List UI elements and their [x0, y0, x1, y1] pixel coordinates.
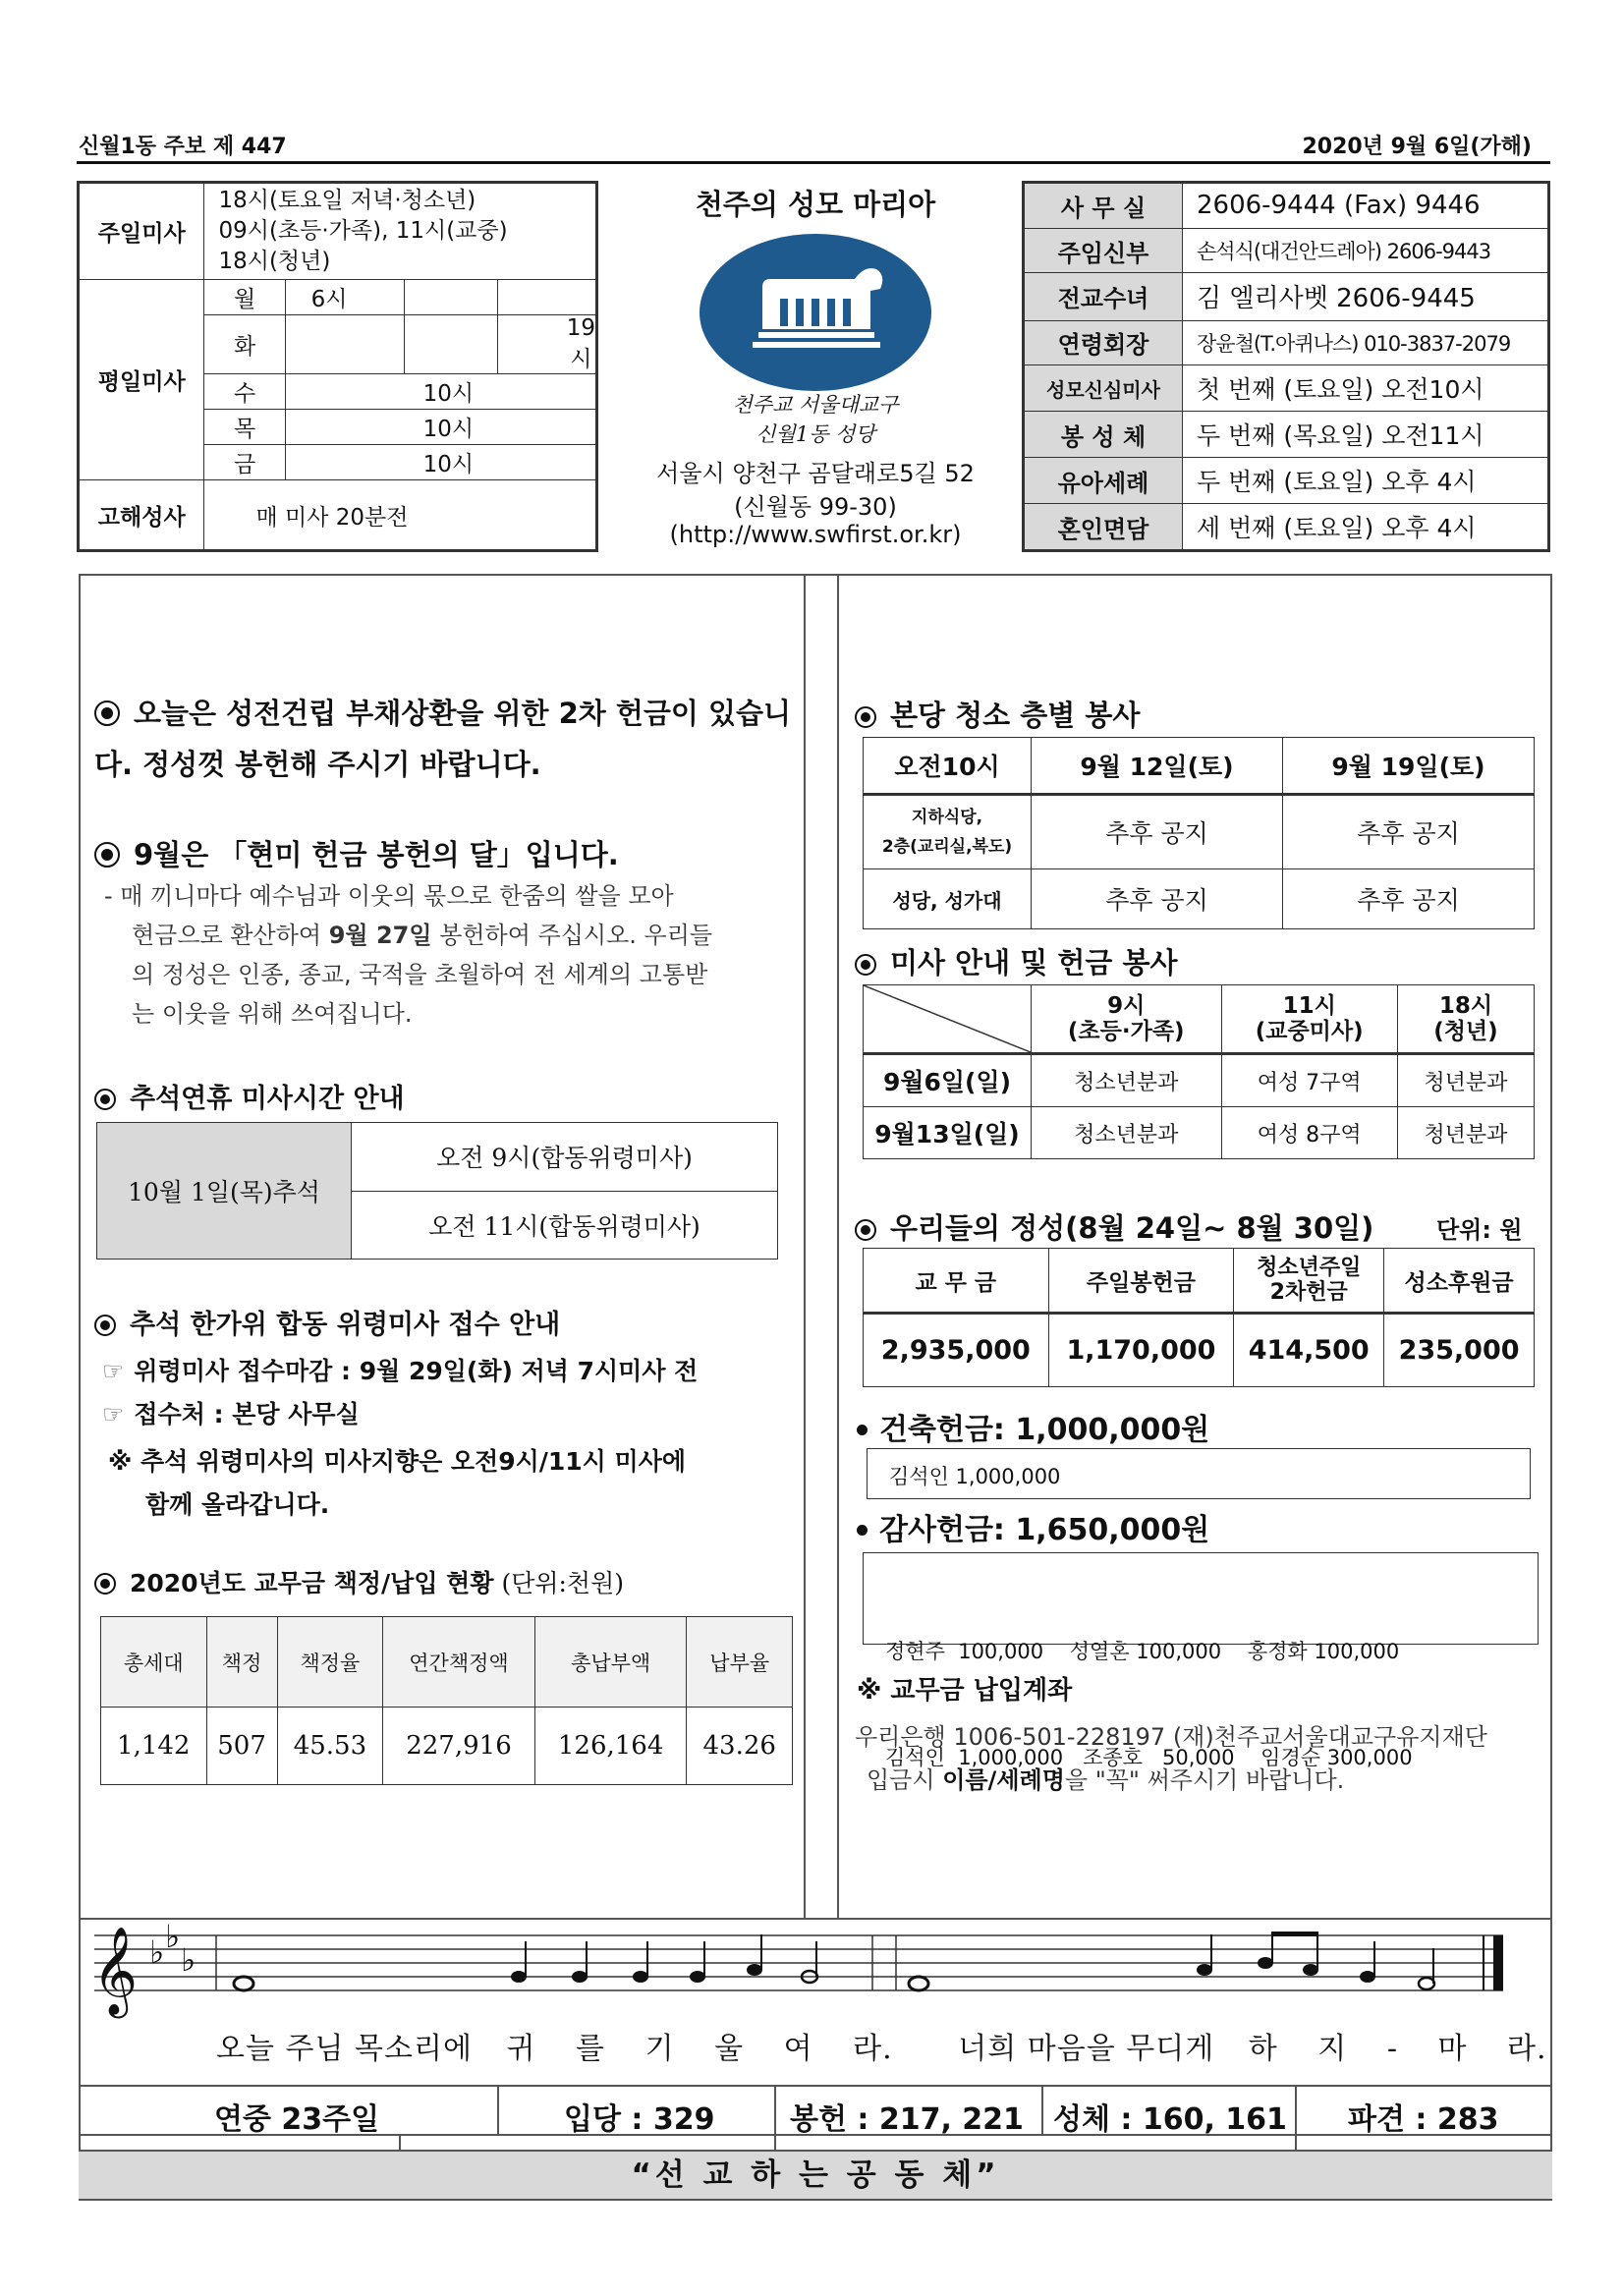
bullet-icon [855, 706, 876, 728]
memorial-title: 추석 한가위 합동 위령미사 접수 안내 [94, 1303, 560, 1341]
contact-label: 유아세례 [1025, 458, 1183, 504]
weekday-mass-label: 평일미사 [80, 280, 204, 480]
contact-value: 2606-9444 (Fax) 9446 [1183, 184, 1548, 229]
offering-value: 414,500 [1234, 1314, 1384, 1387]
dues-header: 총납부액 [534, 1617, 687, 1708]
dues-header: 연간책정액 [383, 1617, 535, 1708]
mass-guide-value: 청소년분과 [1032, 1107, 1222, 1159]
contact-value: 첫 번째 (토요일) 오전10시 [1183, 365, 1548, 412]
confession-time: 매 미사 20분전 [204, 480, 596, 550]
dues-title: 2020년도 교무금 책정/납입 현황 (단위:천원) [94, 1564, 624, 1599]
offering-header: 교 무 금 [864, 1249, 1049, 1314]
lyrics-line: 오늘 주님 목소리에 귀 를 기 울 여 라. 너희 마음을 무디게 하 지 - 마 라. [216, 2032, 1547, 2066]
offering-header: 성소후원금 [1384, 1249, 1535, 1314]
bullet-icon [94, 700, 120, 726]
cleaning-header: 오전10시 [864, 738, 1032, 795]
svg-text:♭: ♭ [165, 1920, 181, 1955]
chuseok-title: 추석연휴 미사시간 안내 [94, 1077, 405, 1115]
notice-rice-month-body: - 매 끼니마다 예수님과 이웃의 몫으로 한줌의 쌀을 모아 현금으로 환산하여 9월 27일 봉헌하여 주십시오. 우리들 의 정성은 인종, 종교, 국적을 초월하여 전 세계의 고통받 는 이웃을 위해 쓰여집니다. [104, 882, 713, 1028]
contact-value: 손석식(대건안드레아) 2606-9443 [1183, 228, 1548, 273]
dues-header: 책정 [206, 1617, 277, 1708]
offering-value: 2,935,000 [864, 1314, 1049, 1387]
building-fund-title: 건축헌금: 1,000,000원 [857, 1405, 1209, 1448]
bullet-icon [857, 1425, 868, 1435]
bullet-icon [94, 1315, 116, 1336]
parish-motto: “선 교 하 는 공 동 체” [79, 2152, 1552, 2199]
music-staff [79, 1918, 1552, 2087]
mass-guide-value: 청소년분과 [1032, 1054, 1222, 1107]
logo-caption-1: 천주교 서울대교구 [732, 393, 899, 417]
mass-guide-value: 청년분과 [1397, 1054, 1534, 1107]
account-note: 입금시 이름/세례명을 "꼭" 써주시기 바랍니다. [867, 1766, 1345, 1794]
contact-value: 김 엘리사벳 2606-9445 [1183, 273, 1548, 320]
building-fund-names: 김석인 1,000,000 [889, 1465, 1061, 1488]
cleaning-value: 추후 공지 [1283, 869, 1535, 929]
mass-guide-value: 여성 8구역 [1221, 1107, 1397, 1159]
thanks-offering-names: 정현주 100,000 성열혼 100,000 홍정화 100,000 김석인 1,000,000 조종호 50,000 임경순 300,000 [885, 1640, 1413, 1769]
weekday-day: 화 [204, 315, 285, 374]
mass-guide-header: 11시 (교중미사) [1221, 985, 1397, 1054]
hymn-bar [79, 2085, 1552, 2136]
mass-guide-date: 9월6일(일) [864, 1054, 1032, 1107]
offering-value: 235,000 [1384, 1314, 1535, 1387]
column-divider-right [837, 574, 839, 1918]
account-number: 우리은행 1006-501-228197 (재)천주교서울대교구유지재단 [855, 1723, 1487, 1751]
building-fund-box [867, 1448, 1531, 1499]
cleaning-value: 추후 공지 [1032, 869, 1283, 929]
liturgical-week: 연중 23주일 [214, 2102, 380, 2137]
offertory-hymn: 봉헌 : 217, 221 [790, 2102, 1024, 2137]
column-divider-left [804, 574, 806, 1918]
weekday-day: 월 [204, 280, 285, 315]
footer-spacer [79, 2136, 1552, 2152]
cleaning-value: 추후 공지 [1032, 795, 1283, 869]
offering-value: 1,170,000 [1048, 1314, 1234, 1387]
dues-header: 납부율 [687, 1617, 793, 1708]
confession-label: 고해성사 [80, 480, 204, 550]
memorial-note: ※ 추석 위령미사의 미사지향은 오전9시/11시 미사에 함께 올라갑니다. [108, 1447, 686, 1519]
sunday-mass-label: 주일미사 [80, 184, 204, 280]
cleaning-place: 지하식당, 2층(교리실,복도) [864, 795, 1032, 869]
bullet-icon [94, 842, 120, 868]
bullet-icon [855, 954, 876, 976]
contact-label: 혼인면담 [1025, 504, 1183, 550]
contacts-box [1022, 181, 1550, 552]
offering-unit: 단위: 원 [1436, 1216, 1523, 1244]
mass-guide-header: 18시 (청년) [1397, 985, 1534, 1054]
contact-label: 사 무 실 [1025, 184, 1183, 229]
offering-title: 우리들의 정성(8월 24일~ 8월 30일) [855, 1206, 1373, 1247]
contact-value: 두 번째 (목요일) 오전11시 [1183, 412, 1548, 458]
hand-pointer-icon: ☞ [102, 1400, 125, 1428]
chuseok-table [96, 1122, 778, 1260]
memorial-line-1: ☞ 위령미사 접수마감 : 9월 29일(화) 저녁 7시미사 전 [102, 1357, 699, 1385]
chuseok-mass: 오전 9시(합동위령미사) [352, 1123, 778, 1192]
bullet-icon [857, 1525, 868, 1536]
cleaning-value: 추후 공지 [1283, 795, 1535, 869]
dues-value: 227,916 [383, 1708, 535, 1785]
bullet-icon [855, 1219, 876, 1241]
mass-guide-table [863, 984, 1535, 1159]
communion-hymn: 성체 : 160, 161 [1053, 2102, 1287, 2137]
mass-guide-value: 청년분과 [1397, 1107, 1534, 1159]
dues-value: 126,164 [534, 1708, 687, 1785]
dues-value: 507 [206, 1708, 277, 1785]
cleaning-header: 9월 19일(토) [1283, 738, 1535, 795]
contact-value: 두 번째 (토요일) 오후 4시 [1183, 458, 1548, 504]
weekday-day: 목 [204, 410, 285, 445]
notice-rice-month-title: 9월은 「현미 헌금 봉헌의 달」입니다. [94, 833, 619, 873]
cleaning-title: 본당 청소 층별 봉사 [855, 694, 1140, 734]
dismissal-hymn: 파견 : 283 [1348, 2102, 1499, 2137]
svg-text:𝄞: 𝄞 [92, 1927, 139, 2015]
mass-guide-title: 미사 안내 및 헌금 봉사 [855, 941, 1178, 981]
parish-logo [698, 226, 933, 393]
cleaning-header: 9월 12일(토) [1032, 738, 1283, 795]
dues-value: 45.53 [277, 1708, 383, 1785]
chuseok-mass: 오전 11시(합동위령미사) [352, 1191, 778, 1260]
offering-header: 주일봉헌금 [1048, 1249, 1234, 1314]
dues-value: 1,142 [101, 1708, 207, 1785]
contact-label: 봉 성 체 [1025, 412, 1183, 458]
svg-text:♭: ♭ [181, 1941, 196, 1979]
header-rule [77, 161, 1550, 164]
hand-pointer-icon: ☞ [102, 1357, 125, 1385]
mass-schedule-box: 주일미사 18시(토요일 저녁·청소년) 09시(초등·가족), 11시(교중) 18시(청년) 평일미사 월 6시 화 19시 수 10시 목 10시 금 10시 고해성사 매 미사 20분전 [77, 181, 598, 552]
parish-address-2: (신월동 99-30) [734, 493, 897, 521]
dues-table [100, 1616, 793, 1785]
memorial-line-2: ☞ 접수처 : 본당 사무실 [102, 1400, 360, 1428]
contact-label: 주임신부 [1025, 228, 1183, 273]
mass-guide-value: 여성 7구역 [1221, 1054, 1397, 1107]
bullet-icon [94, 1573, 116, 1595]
contact-label: 전교수녀 [1025, 273, 1183, 320]
bullet-icon [94, 1089, 116, 1110]
weekday-day: 금 [204, 445, 285, 480]
cleaning-table [863, 737, 1535, 929]
diagonal-cell [864, 985, 1032, 1054]
contact-label: 연령회장 [1025, 320, 1183, 365]
mass-guide-header: 9시 (초등·가족) [1032, 985, 1222, 1054]
bulletin-date: 2020년 9월 6일(가해) [1302, 135, 1532, 159]
notice-second-collection: 오늘은 성전건립 부채상환을 위한 2차 헌금이 있습니다. 정성껏 봉헌해 주시기 바랍니다. [94, 697, 792, 781]
dues-value: 43.26 [687, 1708, 793, 1785]
contact-value: 세 번째 (토요일) 오후 4시 [1183, 504, 1548, 550]
mass-guide-date: 9월13일(일) [864, 1107, 1032, 1159]
parish-title: 천주의 성모 마리아 [695, 188, 936, 221]
parish-address: 서울시 양천구 곰달래로5길 52 [656, 460, 975, 487]
svg-text:♭: ♭ [149, 1933, 165, 1971]
entrance-hymn: 입당 : 329 [564, 2102, 715, 2137]
dues-header: 총세대 [101, 1617, 207, 1708]
offering-table [863, 1248, 1535, 1387]
dues-header: 책정율 [277, 1617, 383, 1708]
sunday-mass-times: 18시(토요일 저녁·청소년) 09시(초등·가족), 11시(교중) 18시(청년) [204, 184, 596, 280]
thanks-offering-title: 감사헌금: 1,650,000원 [857, 1505, 1209, 1548]
contact-label: 성모신심미사 [1025, 365, 1183, 412]
logo-caption-2: 신월1동 성당 [756, 422, 875, 446]
cleaning-place: 성당, 성가대 [864, 869, 1032, 929]
account-title: ※ 교무금 납입계좌 [857, 1676, 1073, 1706]
bulletin-number: 신월1동 주보 제 447 [79, 135, 287, 159]
contact-value: 장윤철(T.아퀴나스) 010-3837-2079 [1183, 320, 1548, 365]
weekday-day: 수 [204, 374, 285, 410]
offering-header: 청소년주일 2차헌금 [1234, 1249, 1384, 1314]
chuseok-date: 10월 1일(목)추석 [97, 1123, 352, 1260]
parish-url[interactable]: (http://www.swfirst.or.kr) [669, 521, 962, 548]
